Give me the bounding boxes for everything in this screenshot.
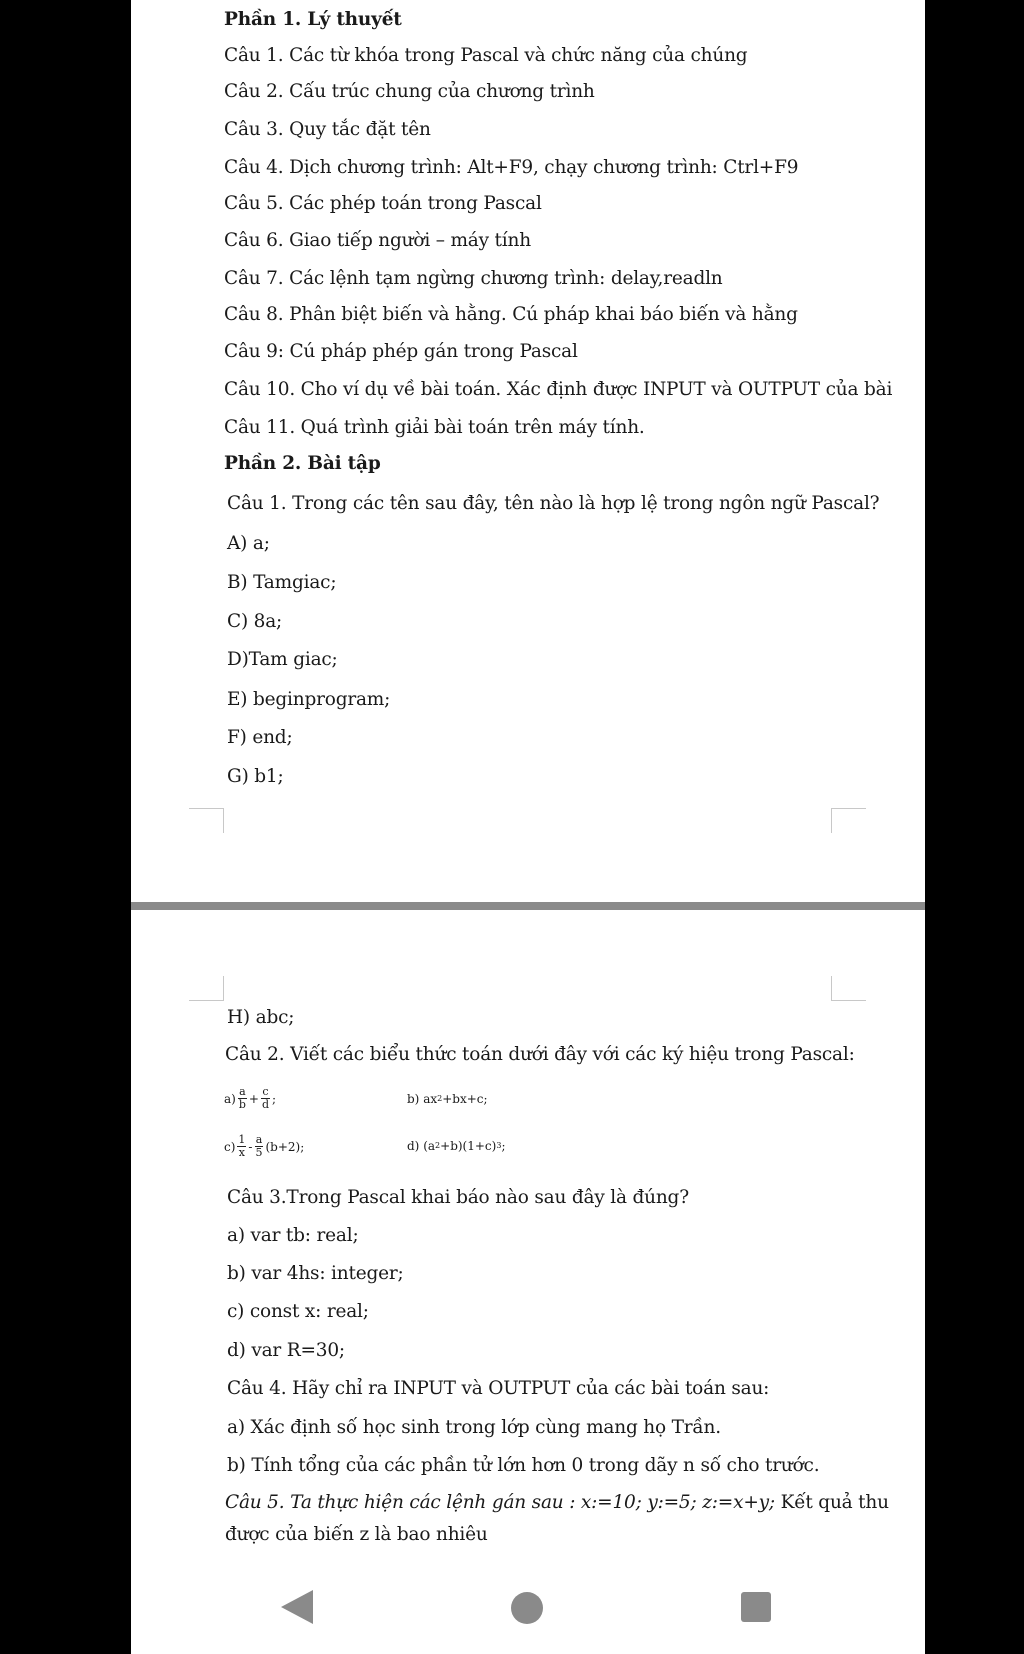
theory-item-3: Câu 3. Quy tắc đặt tên <box>224 119 431 140</box>
q1-option-c: C) 8a; <box>227 611 283 632</box>
crop-mark <box>831 976 866 1001</box>
home-icon[interactable] <box>511 1592 543 1624</box>
q4-item-a: a) Xác định số học sinh trong lớp cùng mang họ Trần. <box>227 1417 721 1438</box>
part1-heading: Phần 1. Lý thuyết <box>224 9 402 30</box>
q5-question-line2: được của biến z là bao nhiêu <box>225 1524 488 1545</box>
back-icon[interactable] <box>281 1590 313 1624</box>
q3-option-c: c) const x: real; <box>227 1301 369 1322</box>
q3-option-a: a) var tb: real; <box>227 1225 359 1246</box>
theory-item-11: Câu 11. Quá trình giải bài toán trên máy tính. <box>224 417 645 438</box>
theory-item-1: Câu 1. Các từ khóa trong Pascal và chức năng của chúng <box>224 45 748 66</box>
crop-mark <box>189 976 224 1001</box>
q1-option-f: F) end; <box>227 727 293 748</box>
q3-option-b: b) var 4hs: integer; <box>227 1263 404 1284</box>
exponent: 2 <box>435 1141 441 1150</box>
denominator: x <box>238 1146 246 1159</box>
q1-option-h: H) abc; <box>227 1007 295 1028</box>
q4-question: Câu 4. Hãy chỉ ra INPUT và OUTPUT của các bài toán sau: <box>227 1378 770 1399</box>
numerator: c <box>262 1085 269 1098</box>
q5-italic-text: Câu 5. Ta thực hiện các lệnh gán sau : x:=10; y:=5; z:=x+y; <box>225 1492 775 1513</box>
recent-apps-icon[interactable] <box>741 1592 771 1622</box>
crop-mark <box>831 808 866 833</box>
operator: - <box>248 1139 253 1154</box>
crop-mark <box>189 808 224 833</box>
fraction <box>254 1134 263 1159</box>
operator: + <box>248 1091 259 1106</box>
q1-option-b: B) Tamgiac; <box>227 572 337 593</box>
q5-text: Kết quả thu <box>774 1492 889 1513</box>
exponent: 3 <box>496 1141 502 1150</box>
term: +b)(1+c) <box>440 1139 497 1153</box>
theory-item-9: Câu 9: Cú pháp phép gán trong Pascal <box>224 341 578 362</box>
term: (a <box>423 1139 436 1153</box>
term: +bx+c; <box>442 1092 488 1106</box>
formula-d <box>407 1139 505 1153</box>
android-nav-bar <box>131 1566 925 1654</box>
fraction <box>261 1086 270 1111</box>
theory-item-6: Câu 6. Giao tiếp người – máy tính <box>224 230 531 251</box>
numerator: 1 <box>238 1133 246 1146</box>
denominator: 5 <box>255 1146 263 1159</box>
numerator: a <box>239 1085 246 1098</box>
q3-option-d: d) var R=30; <box>227 1340 345 1361</box>
q3-question: Câu 3.Trong Pascal khai báo nào sau đây là đúng? <box>227 1187 689 1208</box>
denominator: d <box>261 1098 269 1111</box>
numerator: a <box>255 1133 263 1146</box>
formula-a-label: a) <box>224 1091 236 1106</box>
formula-b-label: b) <box>407 1092 420 1106</box>
q2-question: Câu 2. Viết các biểu thức toán dưới đây với các ký hiệu trong Pascal: <box>225 1044 855 1065</box>
q5-question <box>225 1491 889 1515</box>
theory-item-4: Câu 4. Dịch chương trình: Alt+F9, chạy chương trình: Ctrl+F9 <box>224 157 799 178</box>
semicolon: ; <box>272 1091 277 1106</box>
formula-c <box>224 1134 304 1159</box>
theory-item-5: Câu 5. Các phép toán trong Pascal <box>224 193 542 214</box>
fraction <box>238 1086 247 1111</box>
formula-c-label: c) <box>224 1139 236 1154</box>
term: ax <box>423 1092 438 1106</box>
formula-b <box>407 1092 488 1106</box>
semicolon: ; <box>501 1139 506 1153</box>
theory-item-2: Câu 2. Cấu trúc chung của chương trình <box>224 81 595 102</box>
document-viewer[interactable] <box>131 0 925 1654</box>
formula-a <box>224 1086 276 1111</box>
formula-d-label: d) <box>407 1139 420 1153</box>
q1-option-e: E) beginprogram; <box>227 689 391 710</box>
q1-option-a: A) a; <box>227 533 270 554</box>
denominator: b <box>238 1098 246 1111</box>
term: (b+2); <box>265 1139 305 1154</box>
fraction <box>237 1134 246 1159</box>
theory-item-8: Câu 8. Phân biệt biến và hằng. Cú pháp khai báo biến và hằng <box>224 304 798 325</box>
q1-option-d: D)Tam giac; <box>227 649 338 670</box>
q1-question: Câu 1. Trong các tên sau đây, tên nào là hợp lệ trong ngôn ngữ Pascal? <box>227 493 880 514</box>
part2-heading: Phần 2. Bài tập <box>224 453 381 474</box>
page-separator <box>131 902 925 910</box>
theory-item-10: Câu 10. Cho ví dụ về bài toán. Xác định được INPUT và OUTPUT của bài <box>224 379 893 400</box>
exponent: 2 <box>437 1094 443 1103</box>
q4-item-b: b) Tính tổng của các phần tử lớn hơn 0 trong dãy n số cho trước. <box>227 1455 820 1476</box>
q1-option-g: G) b1; <box>227 766 284 787</box>
theory-item-7: Câu 7. Các lệnh tạm ngừng chương trình: delay,readln <box>224 268 723 289</box>
